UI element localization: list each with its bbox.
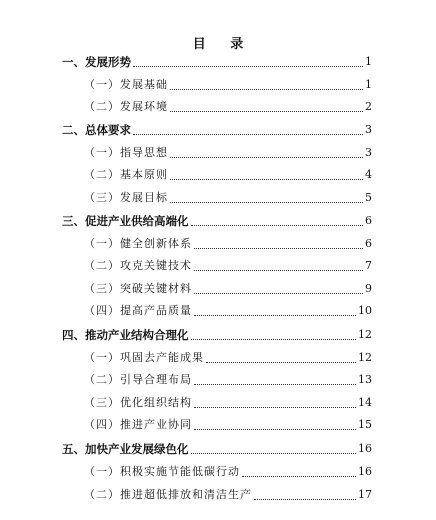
toc-entry[interactable]: [84, 189, 372, 207]
toc-entry[interactable]: [84, 463, 372, 481]
toc-entry-page: 13: [358, 373, 372, 386]
toc-entry-page: 10: [358, 304, 372, 317]
toc-dot-leader: [133, 134, 363, 135]
toc-entry-label: （一）巩固去产能成果: [84, 351, 204, 364]
toc-entry-label: 四、推动产业结构合理化: [62, 328, 189, 342]
toc-entry-label: （二）攻克关键技术: [84, 259, 192, 272]
toc-entry-page: 17: [358, 488, 372, 501]
toc-entry-page: 3: [365, 146, 372, 159]
toc-entry[interactable]: [84, 76, 372, 94]
toc-entry[interactable]: [84, 416, 372, 434]
toc-entry-label: （三）突破关键材料: [84, 282, 192, 295]
toc-entry-label: 五、加快产业发展绿色化: [62, 442, 189, 456]
toc-entry-label: （四）提高产品质量: [84, 304, 192, 317]
toc-entry-page: 15: [358, 418, 372, 431]
toc-entry-page: 1: [365, 55, 372, 68]
toc-dot-leader: [191, 339, 357, 340]
toc-entry-label: （一）发展基础: [84, 78, 168, 91]
toc-entry-label: （四）推进产业协同: [84, 418, 192, 431]
toc-entry-page: 1: [365, 78, 372, 91]
toc-entry[interactable]: [84, 144, 372, 162]
toc-entry-label: （三）优化组织结构: [84, 396, 192, 409]
toc-entry[interactable]: [62, 121, 372, 139]
toc-entry-page: 6: [365, 214, 372, 227]
toc-entry[interactable]: [84, 257, 372, 275]
toc-entry-label: （二）推进超低排放和清洁生产: [84, 488, 252, 501]
toc-entry[interactable]: [84, 280, 372, 298]
toc-entry-label: （三）发展目标: [84, 191, 168, 204]
toc-entry[interactable]: [84, 394, 372, 412]
toc-entry-page: 9: [365, 282, 372, 295]
toc-entry[interactable]: [62, 212, 372, 230]
toc-dot-leader: [194, 407, 356, 408]
toc-entry-label: （一）健全创新体系: [84, 237, 192, 250]
toc-entry-label: 三、促进产业供给高端化: [62, 214, 189, 228]
toc-entry[interactable]: [62, 53, 372, 71]
toc-dot-leader: [170, 89, 363, 90]
toc-entry-label: （二）基本原则: [84, 168, 168, 181]
toc-title: 目 录: [192, 37, 254, 52]
toc-entry[interactable]: [84, 371, 372, 389]
toc-entry-page: 2: [365, 100, 372, 113]
toc-entry-page: 14: [358, 396, 372, 409]
toc-dot-leader: [191, 225, 364, 226]
toc-dot-leader: [194, 429, 356, 430]
toc-dot-leader: [206, 362, 356, 363]
toc-entry-page: 5: [365, 191, 372, 204]
toc-entry-label: 二、总体要求: [62, 123, 131, 137]
toc-dot-leader: [170, 111, 363, 112]
toc-entry-label: （一）积极实施节能低碳行动: [84, 465, 240, 478]
toc-entry-label: （二）引导合理布局: [84, 373, 192, 386]
toc-entry-page: 7: [365, 259, 372, 272]
toc-entry-page: 6: [365, 237, 372, 250]
toc-dot-leader: [191, 453, 357, 454]
toc-entry[interactable]: [84, 302, 372, 320]
toc-entry-label: 一、发展形势: [62, 55, 131, 69]
toc-entry-label: （一）指导思想: [84, 146, 168, 159]
toc-entry-page: 16: [358, 442, 372, 455]
toc-dot-leader: [194, 384, 356, 385]
toc-dot-leader: [194, 315, 356, 316]
toc-entry-page: 16: [358, 465, 372, 478]
toc-dot-leader: [133, 66, 363, 67]
toc-entry-page: 12: [358, 351, 372, 364]
toc-dot-leader: [170, 157, 363, 158]
toc-entry-page: 4: [365, 168, 372, 181]
toc-dot-leader: [194, 248, 363, 249]
toc-entry[interactable]: [84, 349, 372, 367]
toc-dot-leader: [194, 293, 363, 294]
toc-entry[interactable]: [84, 235, 372, 253]
toc-entry[interactable]: [62, 326, 372, 344]
toc-entry-label: （二）发展环境: [84, 100, 168, 113]
toc-dot-leader: [194, 270, 363, 271]
toc-entry-page: 12: [358, 328, 372, 341]
toc-dot-leader: [242, 476, 356, 477]
toc-dot-leader: [170, 202, 363, 203]
toc-dot-leader: [170, 179, 363, 180]
toc-entry[interactable]: [62, 440, 372, 458]
toc-entry[interactable]: [84, 486, 372, 504]
toc-entry[interactable]: [84, 98, 372, 116]
toc-dot-leader: [254, 499, 356, 500]
toc-entry-page: 3: [365, 123, 372, 136]
toc-entry[interactable]: [84, 166, 372, 184]
